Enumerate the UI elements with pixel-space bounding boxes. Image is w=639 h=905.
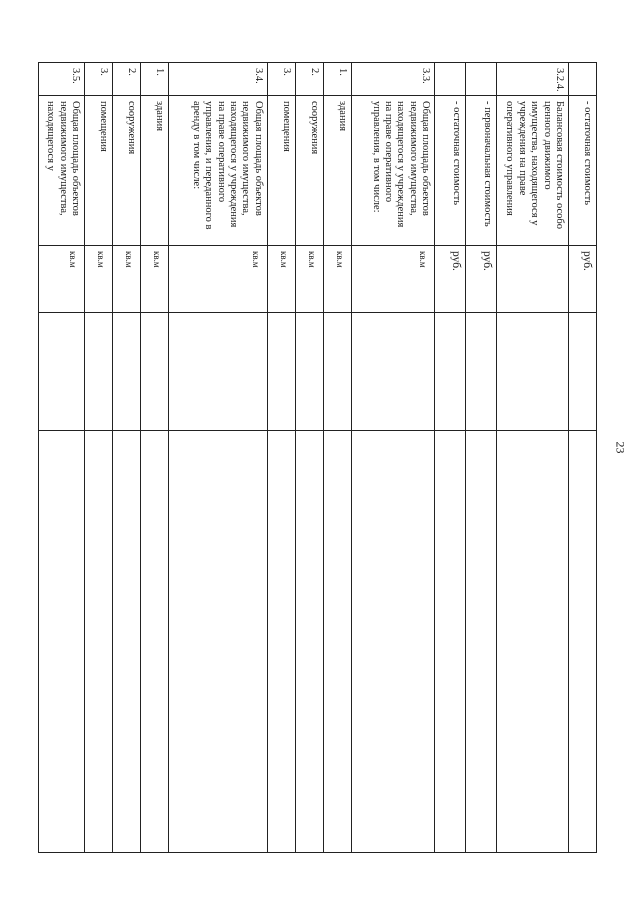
row-value-cell (435, 313, 466, 431)
table-holder (38, 62, 597, 852)
row-number (466, 63, 497, 96)
row-number: 3.2.4. (497, 63, 569, 96)
row-unit: кв.м (84, 246, 112, 313)
row-value-cell (39, 431, 85, 853)
row-value-cell (323, 313, 351, 431)
row-number: 2. (295, 63, 323, 96)
row-indicator-name: Балансовая стоимость особо ценного движимого имущества, находящегося у учреждения на праве оперативного управления (497, 96, 569, 246)
table-row (84, 63, 112, 853)
row-unit: кв.м (112, 246, 140, 313)
row-value-cell (295, 431, 323, 853)
row-indicator-name: - остаточная стоимость (568, 96, 596, 246)
row-unit: руб. (568, 246, 596, 313)
table-row (295, 63, 323, 853)
rotated-table-area (38, 62, 597, 852)
table-row (267, 63, 295, 853)
row-value-cell (84, 431, 112, 853)
row-indicator-name: помещения (84, 96, 112, 246)
row-indicator-name: - первоначальная стоимость (466, 96, 497, 246)
table-row (112, 63, 140, 853)
row-indicator-name: - остаточная стоимость (435, 96, 466, 246)
row-number: 3.5. (39, 63, 85, 96)
table-row (497, 63, 569, 853)
row-value-cell (169, 431, 268, 853)
row-unit: руб. (435, 246, 466, 313)
table-row (435, 63, 466, 853)
table-row (141, 63, 169, 853)
row-value-cell (112, 313, 140, 431)
property-table-body (39, 63, 597, 853)
row-number: 3. (267, 63, 295, 96)
row-value-cell (169, 313, 268, 431)
row-unit: кв.м (295, 246, 323, 313)
table-row (169, 63, 268, 853)
row-indicator-name: сооружения (112, 96, 140, 246)
row-value-cell (39, 313, 85, 431)
row-value-cell (351, 431, 434, 853)
row-value-cell (466, 313, 497, 431)
row-value-cell (497, 431, 569, 853)
row-number: 3. (84, 63, 112, 96)
row-unit (497, 246, 569, 313)
row-value-cell (351, 313, 434, 431)
row-value-cell (323, 431, 351, 853)
row-number (568, 63, 596, 96)
row-unit: кв.м (39, 246, 85, 313)
row-value-cell (568, 313, 596, 431)
row-number: 2. (112, 63, 140, 96)
row-indicator-name: здания (141, 96, 169, 246)
table-row (323, 63, 351, 853)
row-value-cell (267, 431, 295, 853)
row-unit: кв.м (351, 246, 434, 313)
row-value-cell (141, 431, 169, 853)
row-number: 3.3. (351, 63, 434, 96)
row-value-cell (295, 313, 323, 431)
row-indicator-name: помещения (267, 96, 295, 246)
row-value-cell (141, 313, 169, 431)
row-value-cell (435, 431, 466, 853)
row-unit: руб. (466, 246, 497, 313)
page-number: 23 (613, 441, 628, 454)
row-unit: кв.м (323, 246, 351, 313)
row-unit: кв.м (267, 246, 295, 313)
table-row (39, 63, 85, 853)
row-number: 3.4. (169, 63, 268, 96)
row-value-cell (497, 313, 569, 431)
row-value-cell (267, 313, 295, 431)
row-indicator-name: Общая площадь объектов недвижимого имущества, находящегося у учреждения на праве оперативного управления, в том числе: (351, 96, 434, 246)
table-row (351, 63, 434, 853)
row-unit: кв.м (141, 246, 169, 313)
row-value-cell (84, 313, 112, 431)
row-unit: кв.м (169, 246, 268, 313)
row-number: 1. (141, 63, 169, 96)
row-indicator-name: здания (323, 96, 351, 246)
row-indicator-name: сооружения (295, 96, 323, 246)
table-row (568, 63, 596, 853)
row-indicator-name: Общая площадь объектов недвижимого имущества, находящегося у учреждения на праве оперативного управления, и переданного в аренду в том числе: (169, 96, 268, 246)
property-table (38, 62, 597, 853)
table-row (466, 63, 497, 853)
row-value-cell (466, 431, 497, 853)
row-number (435, 63, 466, 96)
row-number: 1. (323, 63, 351, 96)
row-value-cell (568, 431, 596, 853)
row-indicator-name: Общая площадь объектов недвижимого имущества, находящегося у (39, 96, 85, 246)
row-value-cell (112, 431, 140, 853)
